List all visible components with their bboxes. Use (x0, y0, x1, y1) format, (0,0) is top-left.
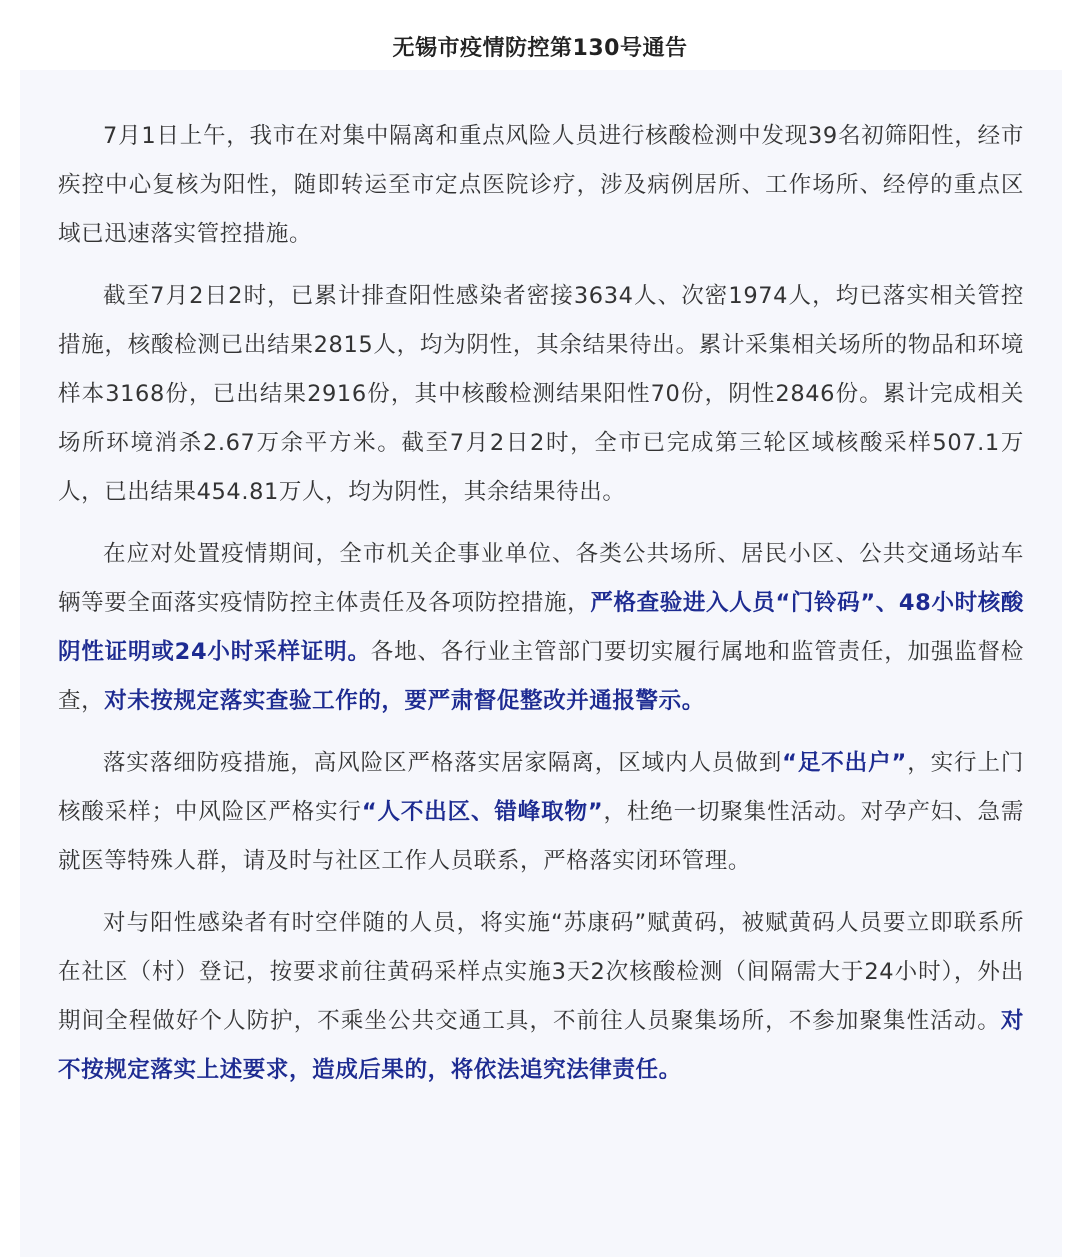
paragraph-5 (58, 899, 1024, 1095)
highlighted-text: 对未按规定落实查验工作的，要严肃督促整改并通报警示。 (104, 688, 705, 714)
paragraph-text: 落实落细防疫措施，高风险区严格落实居家隔离，区域内人员做到 (103, 750, 783, 776)
paragraph-1 (58, 112, 1024, 259)
highlighted-text: “足不出户” (782, 750, 907, 776)
paragraph-3 (58, 530, 1024, 726)
article-body (20, 70, 1062, 1257)
paragraph-text: ，实行上门核酸采样；中风险区严格实行 (58, 750, 1024, 825)
paragraph-text: 在应对处置疫情期间，全市机关企事业单位、各类公共场所、居民小区、公共交通场站车辆等要全面落实疫情防控主体责任及各项防控措施， (58, 541, 1024, 616)
paragraph-text: 7月1日上午，我市在对集中隔离和重点风险人员进行核酸检测中发现39名初筛阳性，经市疾控中心复核为阳性，随即转运至市定点医院诊疗，涉及病例居所、工作场所、经停的重点区域已迅速落实管控措施。 (58, 123, 1024, 247)
paragraph-text: 对与阳性感染者有时空伴随的人员，将实施“苏康码”赋黄码，被赋黄码人员要立即联系所在社区（村）登记，按要求前往黄码采样点实施3天2次核酸检测（间隔需大于24小时），外出期间全程做好个人防护，不乘坐公共交通工具，不前往人员聚集场所，不参加聚集性活动。 (58, 910, 1024, 1034)
paragraph-text: 截至7月2日2时，已累计排查阳性感染者密接3634人、次密1974人，均已落实相关管控措施，核酸检测已出结果2815人，均为阴性，其余结果待出。累计采集相关场所的物品和环境样本3168份，已出结果2916份，其中核酸检测结果阳性70份，阴性2846份。累计完成相关场所环境消杀2.67万余平方米。截至7月2日2时，全市已完成第三轮区域核酸采样507.1万人，已出结果454.81万人，均为阴性，其余结果待出。 (58, 283, 1024, 505)
paragraph-text: 各地、各行业主管部门要切实履行属地和监管责任，加强监督检查， (58, 639, 1024, 714)
highlighted-text: 严格查验进入人员“门铃码”、48小时核酸阴性证明或24小时采样证明。 (58, 590, 1024, 665)
paragraph-4 (58, 739, 1024, 886)
page-title: 无锡市疫情防控第130号通告 (392, 35, 688, 61)
paragraph-text: ，杜绝一切聚集性活动。对孕产妇、急需就医等特殊人群，请及时与社区工作人员联系，严格落实闭环管理。 (58, 799, 1024, 874)
highlighted-text: “人不出区、错峰取物” (361, 799, 604, 825)
paragraph-2 (58, 272, 1024, 517)
highlighted-text: 对不按规定落实上述要求，造成后果的，将依法追究法律责任。 (58, 1008, 1024, 1083)
